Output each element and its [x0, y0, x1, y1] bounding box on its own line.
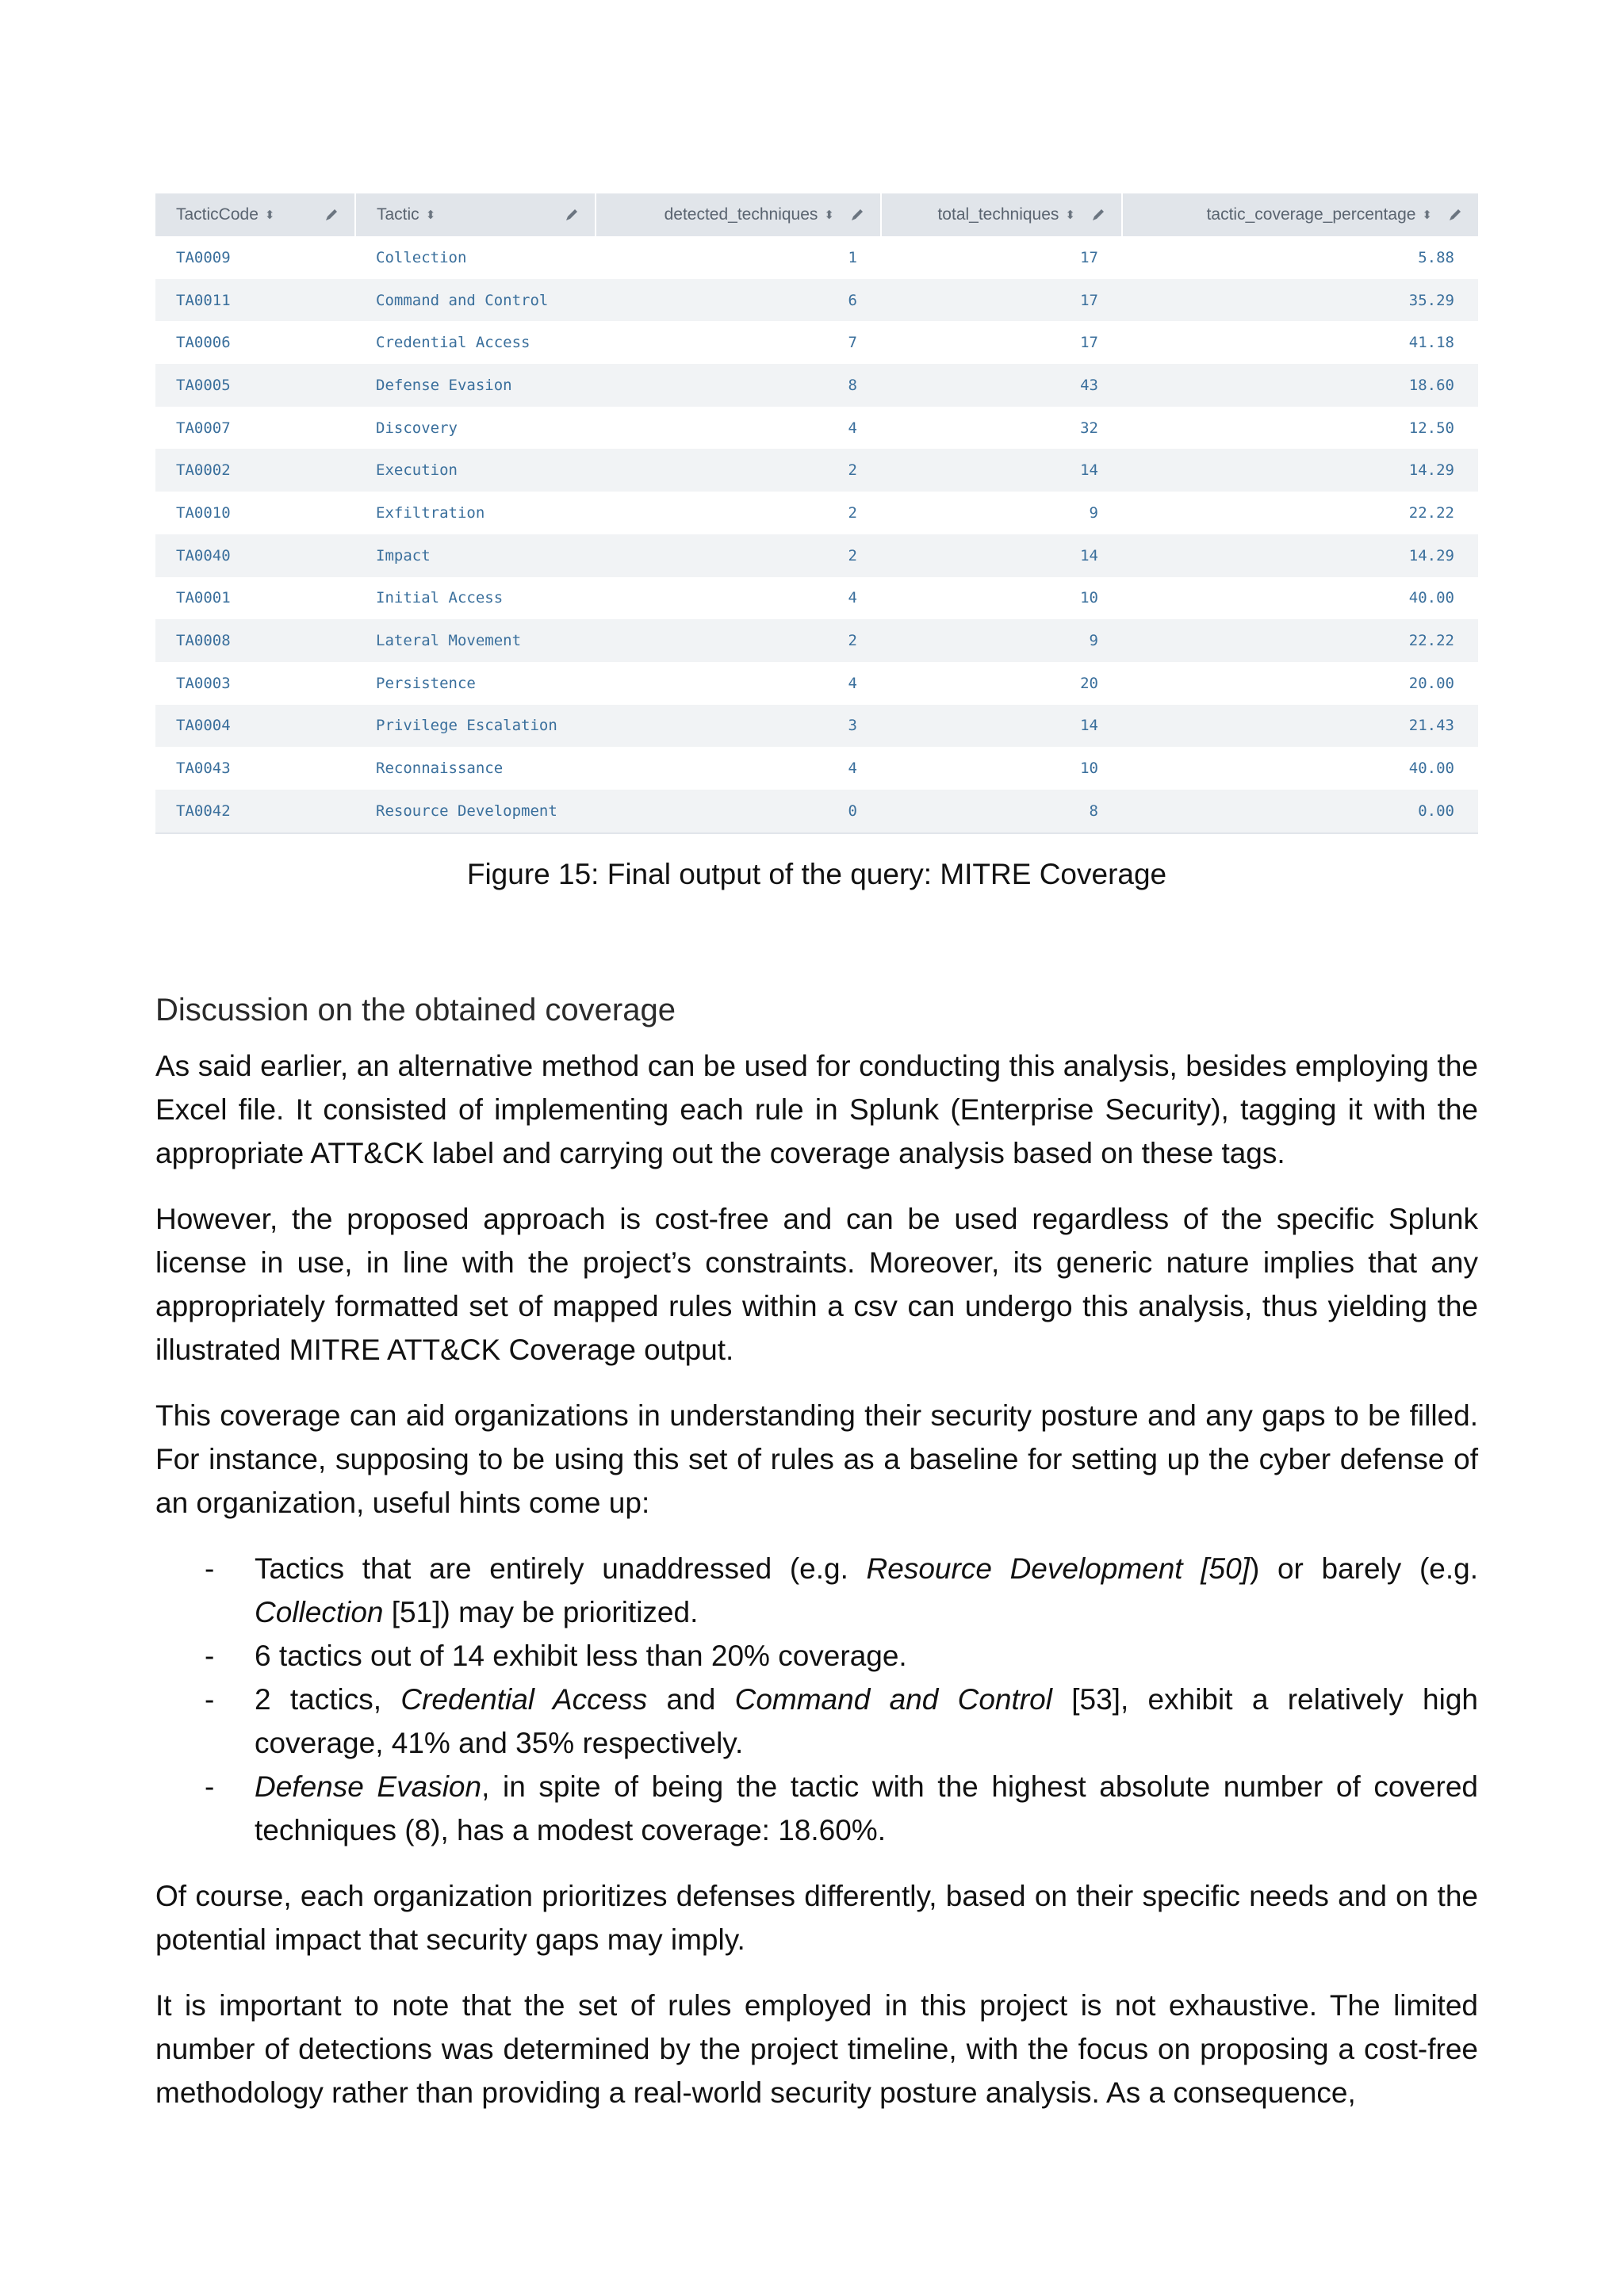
sort-icon[interactable]: ⬍ — [264, 209, 275, 223]
table-body — [155, 236, 1478, 833]
table-row — [155, 534, 1478, 577]
bullet-emphasis: Credential Access — [400, 1683, 648, 1716]
coverage-percentage-cell: 0.00 — [1122, 790, 1478, 833]
column-header-label: tactic_coverage_percentage — [1206, 205, 1416, 224]
total-techniques-cell: 9 — [881, 619, 1122, 662]
paragraph-3: This coverage can aid organizations in understanding their security posture and any gaps to be filled. For instance, supposing to be using this set of rules as a baseline for setting up the cyber defense of an organization, useful hints come up: — [155, 1399, 1478, 1519]
tactic-code-cell[interactable]: TA0011 — [155, 279, 355, 322]
table-row — [155, 407, 1478, 450]
tactic-name-cell[interactable]: Initial Access — [376, 589, 504, 607]
sort-icon[interactable]: ⬍ — [425, 209, 436, 223]
table-header — [155, 193, 1478, 236]
tactic-name-cell[interactable]: Exfiltration — [376, 503, 485, 522]
coverage-percentage-cell: 40.00 — [1408, 589, 1454, 607]
tactic-name-cell[interactable]: Command and Control — [355, 279, 596, 322]
edit-column-icon[interactable] — [323, 206, 340, 224]
coverage-percentage-cell: 18.60 — [1122, 364, 1478, 407]
table-row — [155, 449, 1478, 492]
bullet-text: and — [647, 1683, 735, 1716]
detected-techniques-cell: 8 — [596, 364, 881, 407]
column-header-label: Tactic — [377, 205, 419, 224]
tactic-code-cell[interactable]: TA0007 — [176, 419, 231, 437]
coverage-percentage-cell: 12.50 — [1408, 419, 1454, 437]
table-row — [155, 790, 1478, 833]
total-techniques-cell: 20 — [1080, 674, 1098, 692]
tactic-name-cell[interactable]: Execution — [355, 449, 596, 492]
list-item — [155, 1547, 1478, 1634]
table-row — [155, 747, 1478, 790]
bullet-dash: - — [205, 1552, 215, 1585]
column-header[interactable] — [1122, 193, 1478, 236]
column-header-label: detected_techniques — [664, 205, 818, 224]
coverage-percentage-cell: 22.22 — [1408, 503, 1454, 522]
detected-techniques-cell: 2 — [596, 619, 881, 662]
detected-techniques-cell: 3 — [596, 705, 881, 748]
table-header-row — [155, 193, 1478, 236]
column-header[interactable] — [881, 193, 1122, 236]
total-techniques-cell: 17 — [1080, 248, 1098, 266]
bullet-emphasis: Collection — [255, 1596, 384, 1628]
tactic-name-cell[interactable]: Lateral Movement — [355, 619, 596, 662]
table-row — [155, 619, 1478, 662]
tactic-code-cell[interactable]: TA0042 — [155, 790, 355, 833]
coverage-percentage-cell: 5.88 — [1418, 248, 1454, 266]
edit-column-icon[interactable] — [848, 206, 866, 224]
edit-column-icon[interactable] — [1446, 206, 1464, 224]
bullet-text: Tactics that are entirely unaddressed (e.g. — [255, 1552, 867, 1585]
sort-icon[interactable]: ⬍ — [824, 209, 834, 223]
total-techniques-cell: 8 — [881, 790, 1122, 833]
column-header-label: total_techniques — [937, 205, 1059, 224]
list-item — [155, 1765, 1478, 1852]
bullet-text: ) or barely (e.g. — [1249, 1552, 1479, 1585]
detected-techniques-cell: 4 — [848, 419, 857, 437]
tactic-code-cell[interactable]: TA0002 — [155, 449, 355, 492]
list-item — [155, 1634, 1478, 1678]
tactic-code-cell[interactable]: TA0009 — [176, 248, 231, 266]
detected-techniques-cell: 1 — [848, 248, 857, 266]
table-row — [155, 364, 1478, 407]
table-row — [155, 492, 1478, 534]
hints-list — [155, 1547, 1478, 1852]
tactic-name-cell[interactable]: Resource Development — [355, 790, 596, 833]
bullet-dash: - — [205, 1640, 215, 1672]
figure-caption: Figure 15: Final output of the query: MITRE Coverage — [466, 858, 1167, 890]
tactic-code-cell[interactable]: TA0004 — [155, 705, 355, 748]
tactic-name-cell[interactable]: Privilege Escalation — [355, 705, 596, 748]
table-row — [155, 279, 1478, 322]
coverage-percentage-cell: 35.29 — [1122, 279, 1478, 322]
detected-techniques-cell: 4 — [848, 674, 857, 692]
bullet-text: 2 tactics, — [255, 1683, 401, 1716]
tactic-name-cell[interactable]: Defense Evasion — [355, 364, 596, 407]
bullet-text: 6 tactics out of 14 exhibit less than 20% coverage. — [255, 1640, 907, 1672]
edit-column-icon[interactable] — [563, 206, 580, 224]
bullet-text: [53], exhibit a relatively high coverage, 41% and 35% respectively. — [255, 1683, 1478, 1759]
total-techniques-cell: 14 — [881, 705, 1122, 748]
coverage-percentage-cell: 14.29 — [1122, 534, 1478, 577]
detected-techniques-cell: 2 — [596, 534, 881, 577]
sort-icon[interactable]: ⬍ — [1065, 209, 1075, 223]
bullet-dash: - — [205, 1683, 215, 1716]
total-techniques-cell: 17 — [1080, 334, 1098, 352]
paragraph-5: It is important to note that the set of rules employed in this project is not exhaustive. The limited number of detections was determined by the project timeline, with the focus on proposing a cost-free methodology rather than providing a real-world security posture analysis. As a consequence, — [155, 1989, 1478, 2109]
tactic-code-cell[interactable]: TA0006 — [176, 334, 231, 352]
column-header[interactable] — [155, 193, 355, 236]
mitre-coverage-table — [155, 193, 1478, 834]
table-row — [155, 577, 1478, 620]
detected-techniques-cell: 7 — [848, 334, 857, 352]
detected-techniques-cell: 4 — [848, 760, 857, 778]
column-header-label: TacticCode — [176, 205, 259, 224]
coverage-percentage-cell: 41.18 — [1408, 334, 1454, 352]
detected-techniques-cell: 4 — [848, 589, 857, 607]
edit-column-icon[interactable] — [1090, 206, 1107, 224]
total-techniques-cell: 14 — [881, 534, 1122, 577]
detected-techniques-cell: 0 — [596, 790, 881, 833]
total-techniques-cell: 10 — [1080, 589, 1098, 607]
tactic-code-cell[interactable]: TA0043 — [176, 760, 231, 778]
sort-icon[interactable]: ⬍ — [1422, 209, 1432, 223]
coverage-percentage-cell: 21.43 — [1122, 705, 1478, 748]
tactic-code-cell[interactable]: TA0001 — [176, 589, 231, 607]
tactic-code-cell[interactable]: TA0008 — [155, 619, 355, 662]
total-techniques-cell: 9 — [1089, 503, 1098, 522]
tactic-name-cell[interactable]: Impact — [355, 534, 596, 577]
paragraph-4: Of course, each organization prioritizes defenses differently, based on their specific needs and on the potential impact that security gaps may imply. — [155, 1880, 1478, 1956]
total-techniques-cell: 14 — [881, 449, 1122, 492]
total-techniques-cell: 10 — [1080, 760, 1098, 778]
coverage-percentage-cell: 14.29 — [1122, 449, 1478, 492]
tactic-name-cell[interactable]: Credential Access — [376, 334, 530, 352]
total-techniques-cell: 17 — [881, 279, 1122, 322]
column-header[interactable] — [596, 193, 881, 236]
total-techniques-cell: 32 — [1080, 419, 1098, 437]
coverage-percentage-cell: 40.00 — [1408, 760, 1454, 778]
coverage-percentage-cell: 22.22 — [1122, 619, 1478, 662]
paragraph-1: As said earlier, an alternative method can be used for conducting this analysis, besides employing the Excel file. It consisted of implementing each rule in Splunk (Enterprise Security), tagging it with the appropriate ATT&CK label and carrying out the coverage analysis based on these tags. — [155, 1050, 1478, 1169]
tactic-name-cell[interactable]: Discovery — [376, 419, 458, 437]
body-content — [155, 987, 1478, 2137]
tactic-code-cell[interactable]: TA0010 — [176, 503, 231, 522]
bullet-emphasis: Resource Development [50] — [866, 1552, 1250, 1585]
section-heading: Discussion on the obtained coverage — [155, 993, 676, 1027]
detected-techniques-cell: 2 — [596, 449, 881, 492]
tactic-code-cell[interactable]: TA0003 — [176, 674, 231, 692]
list-item — [155, 1678, 1478, 1765]
bullet-text: [51]) may be prioritized. — [383, 1596, 699, 1628]
detected-techniques-cell: 6 — [596, 279, 881, 322]
table-row — [155, 236, 1478, 279]
tactic-code-cell[interactable]: TA0040 — [155, 534, 355, 577]
paragraph-2: However, the proposed approach is cost-free and can be used regardless of the specific Splunk license in use, in line with the project’s constraints. Moreover, its generic nature implies that any appropriately formatted set of mapped rules within a csv can undergo this analysis, thus yielding the illustrated MITRE ATT&CK Coverage output. — [155, 1203, 1478, 1366]
table-row — [155, 705, 1478, 748]
bullet-dash: - — [205, 1770, 215, 1803]
tactic-name-cell[interactable]: Reconnaissance — [376, 760, 504, 778]
bullet-emphasis: Defense Evasion — [255, 1770, 482, 1803]
table-row — [155, 662, 1478, 705]
column-header[interactable] — [355, 193, 596, 236]
tactic-name-cell[interactable]: Persistence — [376, 674, 476, 692]
total-techniques-cell: 43 — [881, 364, 1122, 407]
detected-techniques-cell: 2 — [848, 503, 857, 522]
bullet-emphasis: Command and Control — [734, 1683, 1052, 1716]
table-row — [155, 321, 1478, 364]
bullet-text: , in spite of being the tactic with the highest absolute number of covered techniques (8), has a modest coverage: 18.60%. — [255, 1770, 1478, 1846]
tactic-code-cell[interactable]: TA0005 — [155, 364, 355, 407]
coverage-percentage-cell: 20.00 — [1408, 674, 1454, 692]
tactic-name-cell[interactable]: Collection — [376, 248, 467, 266]
